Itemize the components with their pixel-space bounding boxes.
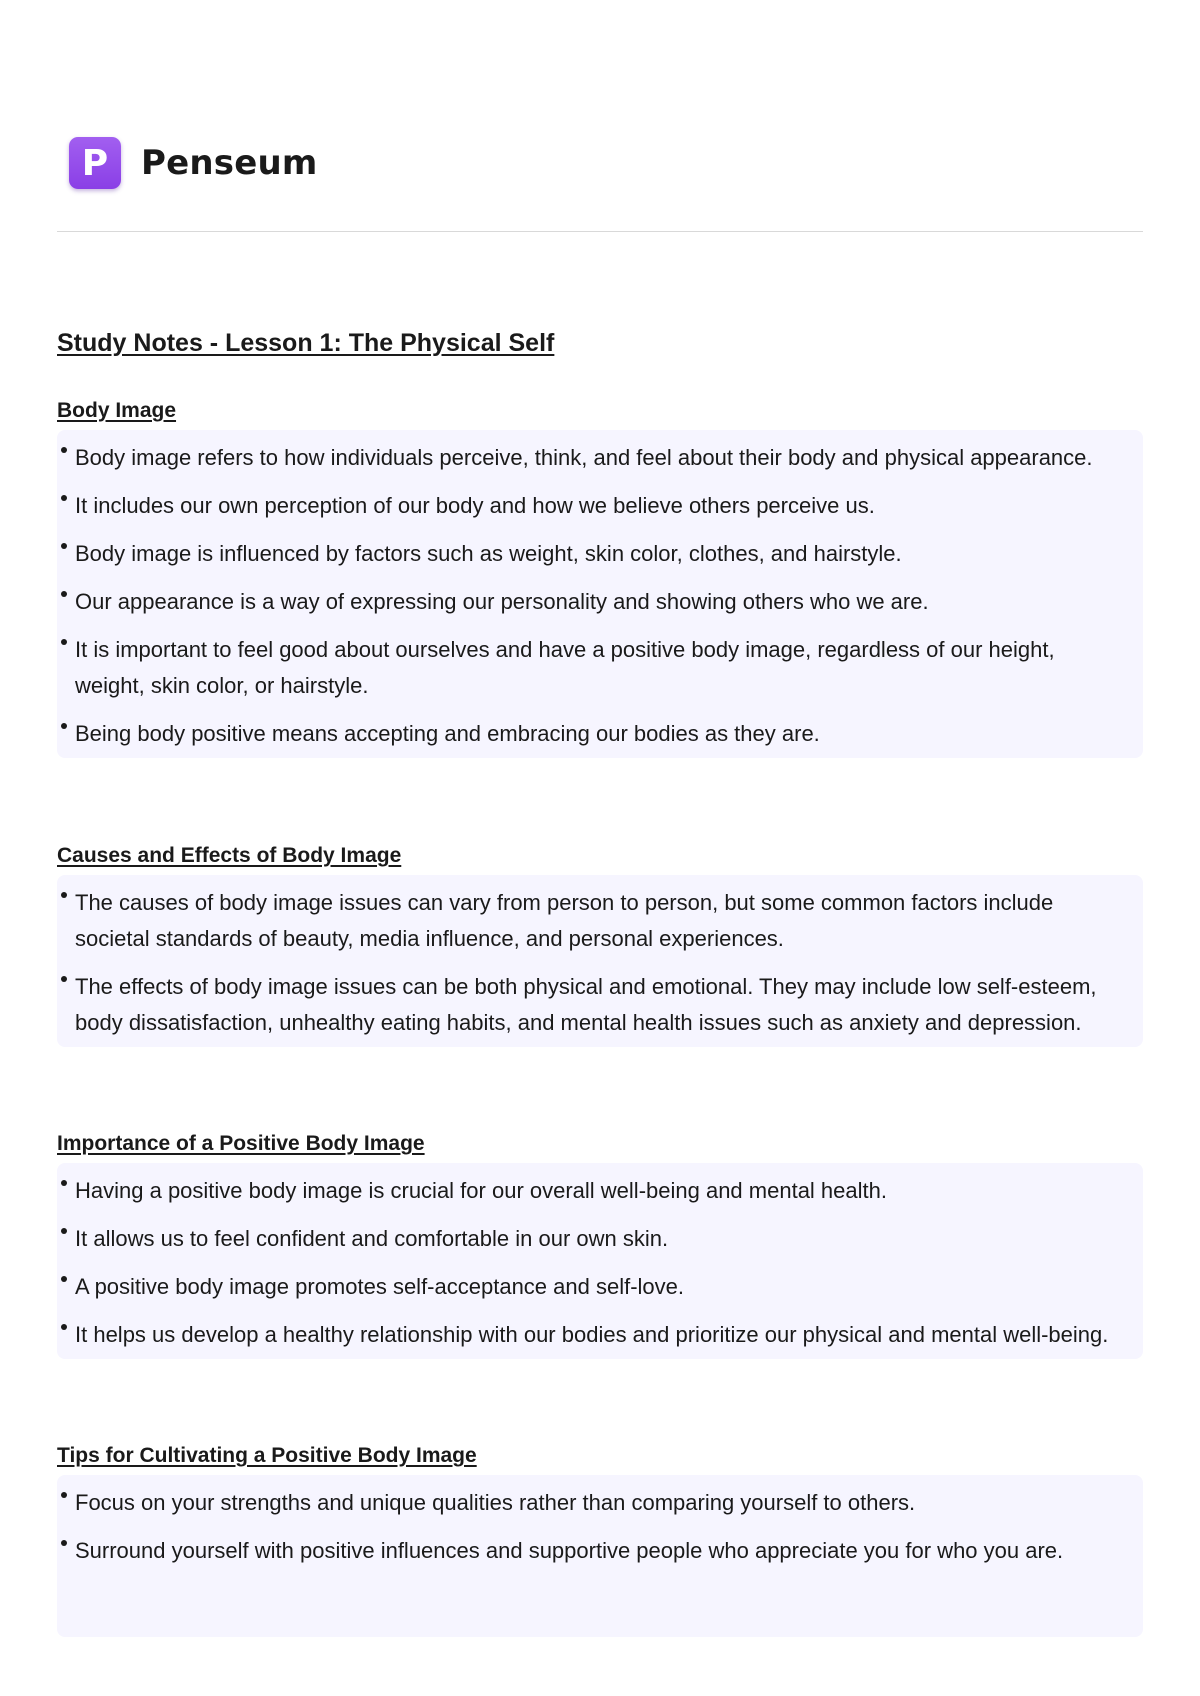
brand-header (69, 137, 318, 189)
section-causes-and-effects (57, 843, 1143, 1047)
list-item (57, 716, 1123, 752)
list-item-text: It helps us develop a healthy relationship with our bodies and prioritize our physical and mental well-being. (75, 1322, 1109, 1347)
bullet-icon (61, 892, 67, 898)
list-item-text: Surround yourself with positive influences and supportive people who appreciate you for who you are. (75, 1538, 1064, 1563)
section-heading: Causes and Effects of Body Image (57, 844, 402, 867)
list-item-text: It allows us to feel confident and comfortable in our own skin. (75, 1226, 669, 1251)
section-heading: Body Image (57, 399, 177, 422)
bullet-icon (61, 1276, 67, 1282)
list-item (57, 969, 1123, 1041)
list-item-text: It is important to feel good about ourselves and have a positive body image, regardless of our height, weight, skin color, or hairstyle. (75, 637, 1055, 698)
list-item-text: Our appearance is a way of expressing our personality and showing others who we are. (75, 589, 929, 614)
document-title: Study Notes - Lesson 1: The Physical Self (57, 329, 555, 357)
section-notes-box (57, 1475, 1143, 1637)
list-item-text: It includes our own perception of our body and how we believe others perceive us. (75, 493, 875, 518)
list-item-text: The effects of body image issues can be both physical and emotional. They may include low self-esteem, body dissatisfaction, unhealthy eating habits, and mental health issues such as anxiety and depression. (75, 974, 1097, 1035)
list-item (57, 1221, 1123, 1257)
penseum-logo-icon: P (69, 137, 121, 189)
list-item-text: Body image is influenced by factors such as weight, skin color, clothes, and hairstyle. (75, 541, 902, 566)
list-item (57, 1269, 1123, 1305)
list-item-text: A positive body image promotes self-acceptance and self-love. (75, 1274, 684, 1299)
bullet-icon (61, 976, 67, 982)
section-notes-box (57, 875, 1143, 1047)
bullet-icon (61, 447, 67, 453)
list-item (57, 885, 1123, 957)
section-importance (57, 1131, 1143, 1359)
bullet-icon (61, 723, 67, 729)
list-item (57, 632, 1123, 704)
list-item (57, 488, 1123, 524)
bullet-icon (61, 1180, 67, 1186)
bullet-icon (61, 1228, 67, 1234)
section-heading: Importance of a Positive Body Image (57, 1132, 425, 1155)
section-tips (57, 1443, 1143, 1637)
section-notes-box (57, 1163, 1143, 1359)
list-item (57, 1173, 1123, 1209)
brand-name: Penseum (141, 143, 318, 183)
section-body-image (57, 398, 1143, 758)
section-notes-box (57, 430, 1143, 758)
bullet-icon (61, 639, 67, 645)
bullet-icon (61, 1540, 67, 1546)
list-item (57, 584, 1123, 620)
list-item-text: The causes of body image issues can vary from person to person, but some common factors include societal standards of beauty, media influence, and personal experiences. (75, 890, 1054, 951)
list-item (57, 536, 1123, 572)
list-item (57, 1317, 1123, 1353)
section-heading: Tips for Cultivating a Positive Body Image (57, 1444, 477, 1467)
list-item-text: Focus on your strengths and unique qualities rather than comparing yourself to others. (75, 1490, 916, 1515)
bullet-icon (61, 543, 67, 549)
list-item-text: Having a positive body image is crucial for our overall well-being and mental health. (75, 1178, 887, 1203)
bullet-icon (61, 591, 67, 597)
list-item-text: Body image refers to how individuals perceive, think, and feel about their body and physical appearance. (75, 445, 1093, 470)
list-item (57, 1485, 1123, 1521)
list-item (57, 440, 1123, 476)
bullet-icon (61, 1324, 67, 1330)
bullet-icon (61, 1492, 67, 1498)
list-item-text: Being body positive means accepting and embracing our bodies as they are. (75, 721, 820, 746)
header-divider (57, 231, 1143, 232)
bullet-icon (61, 495, 67, 501)
list-item (57, 1533, 1123, 1569)
